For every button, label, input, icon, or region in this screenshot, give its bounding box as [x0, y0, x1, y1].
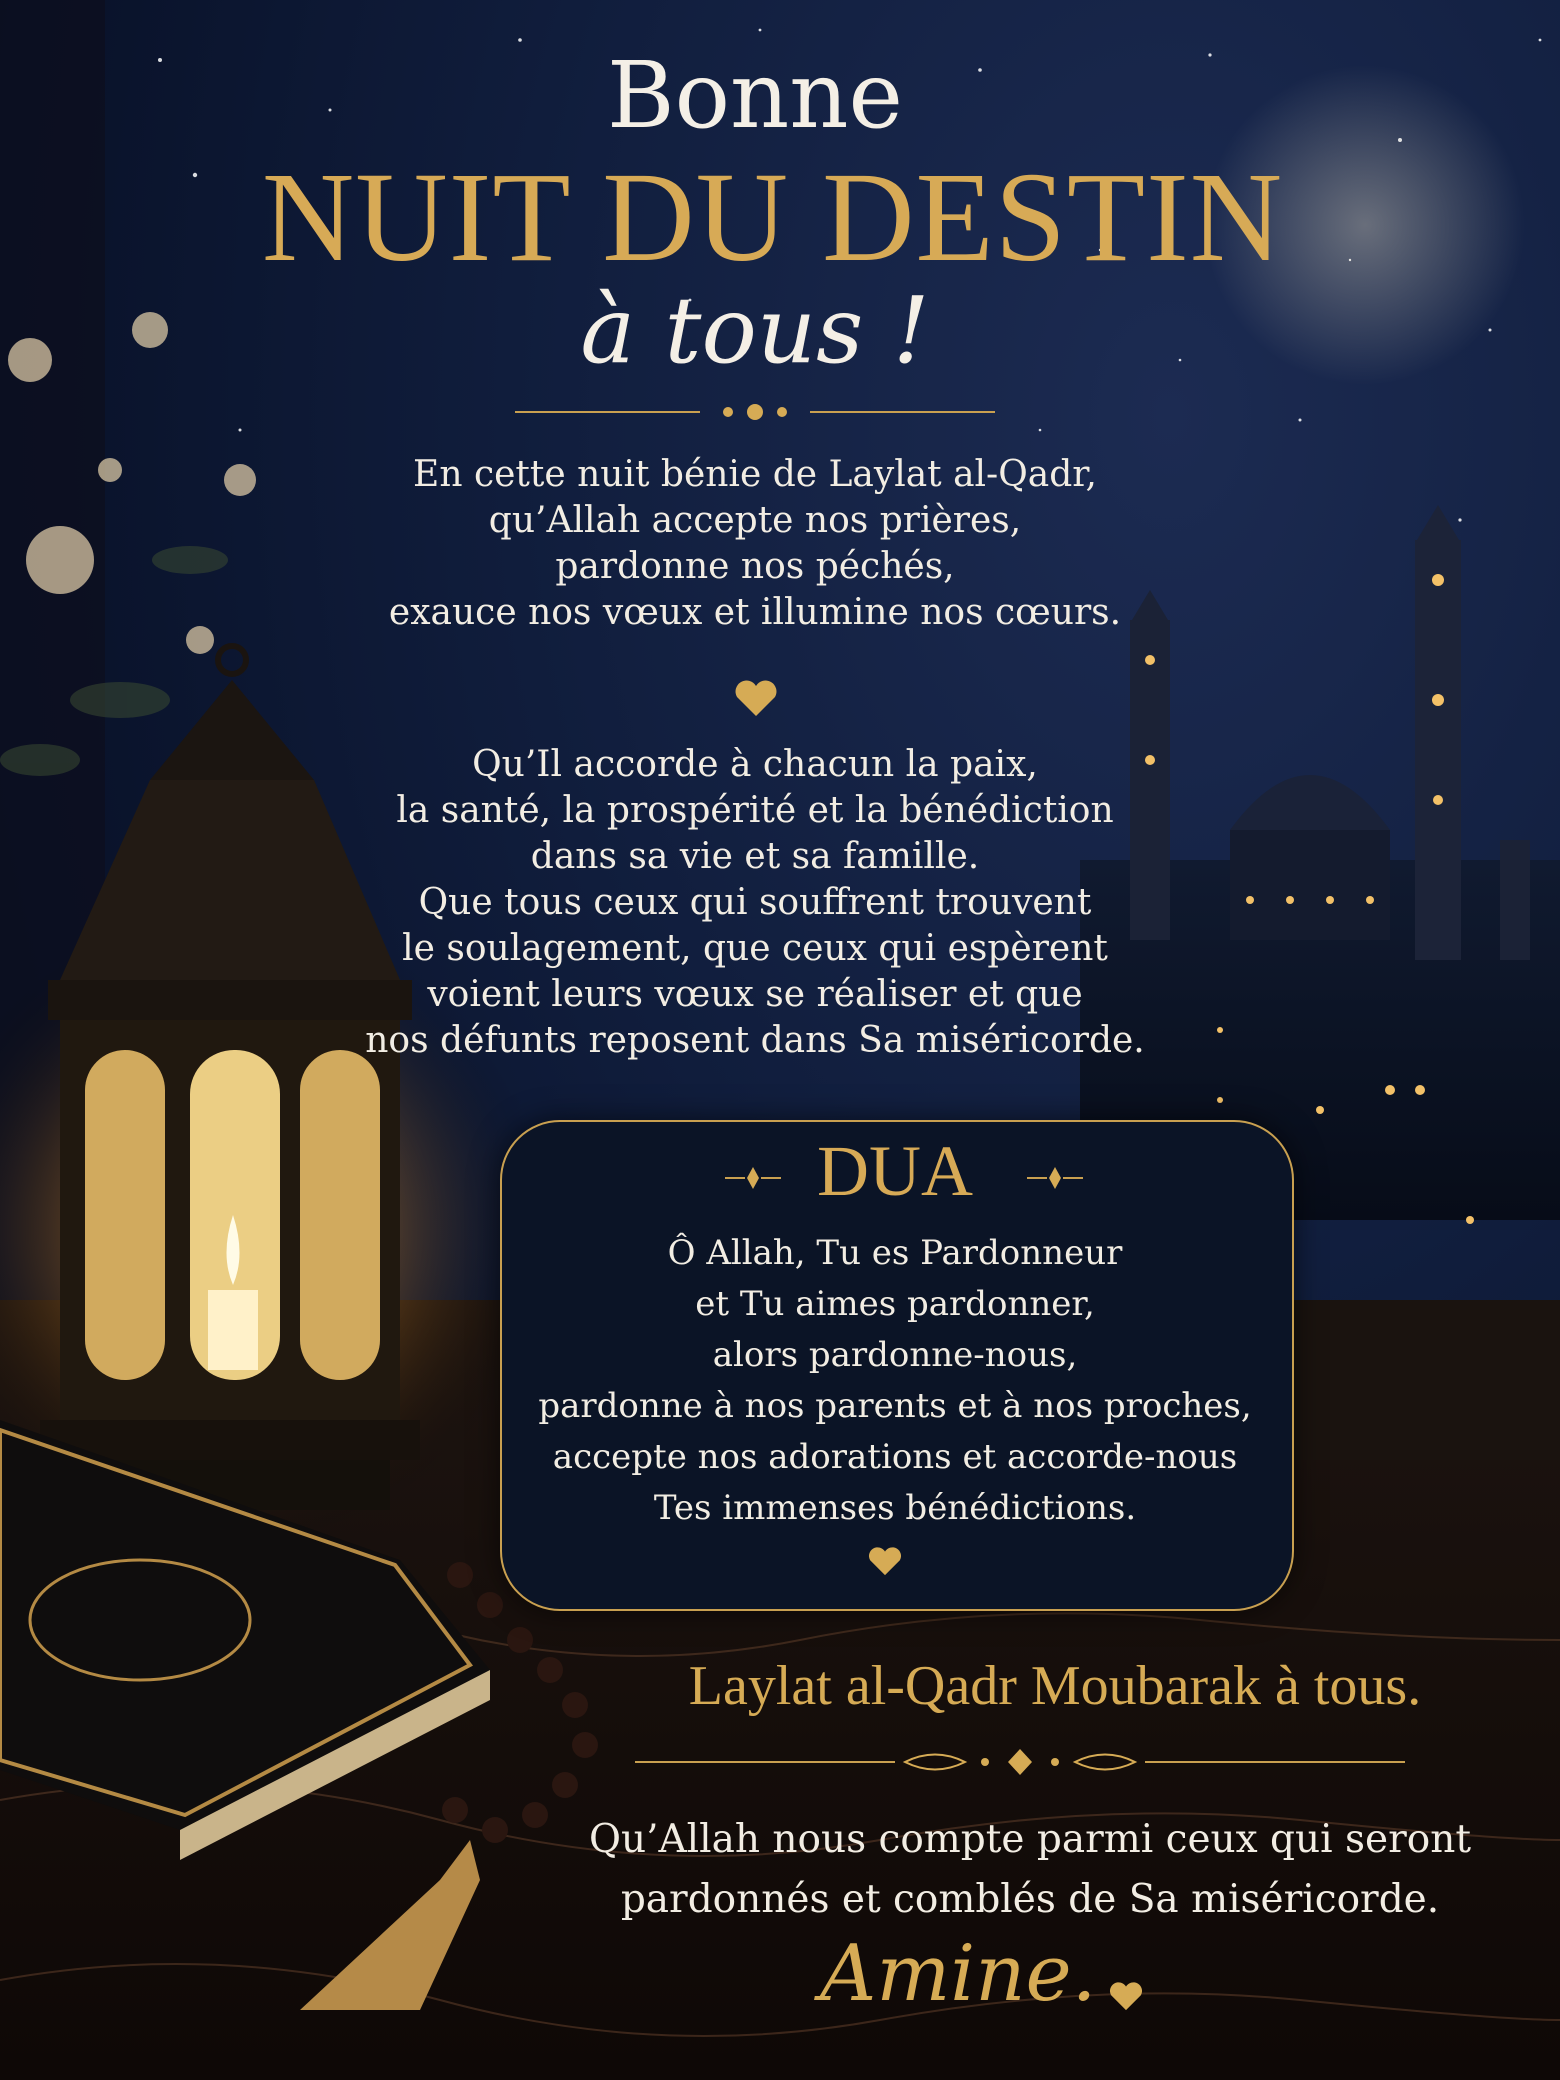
intro-line: qu’Allah accepte nos prières,	[488, 500, 1022, 541]
dua-title: DUA	[817, 1131, 973, 1211]
title-main: NUIT DU DESTIN	[261, 146, 1284, 288]
wishes-line: le soulagement, que ceux qui espèrent	[402, 928, 1108, 969]
ledge	[1290, 1300, 1560, 1460]
intro-line: pardonne nos péchés,	[555, 546, 955, 587]
wishes-line: voient leurs vœux se réaliser et que	[427, 974, 1083, 1015]
dua-line: Ô Allah, Tu es Pardonneur	[667, 1233, 1123, 1273]
intro-paragraph	[0, 452, 1510, 636]
wishes-line: dans sa vie et sa famille.	[530, 836, 980, 877]
wishes-line: Qu’Il accorde à chacun la paix,	[472, 744, 1038, 785]
final-line: pardonnés et comblés de Sa miséricorde.	[620, 1877, 1440, 1922]
intro-line: exauce nos vœux et illumine nos cœurs.	[388, 592, 1122, 633]
title-bonne: Bonne	[607, 42, 903, 149]
heart-icon	[867, 1545, 903, 1577]
wishes-paragraph	[0, 742, 1510, 1064]
wishes-line: Que tous ceux qui souffrent trouvent	[418, 882, 1092, 923]
dua-line: pardonne à nos parents et à nos proches,	[538, 1386, 1252, 1426]
wishes-line: la santé, la prospérité et la bénédiction	[396, 790, 1114, 831]
final-paragraph	[560, 1810, 1500, 1930]
final-line: Qu’Allah nous compte parmi ceux qui seront	[588, 1817, 1471, 1862]
flourish-divider	[635, 1747, 1405, 1777]
closing-greeting: Laylat al-Qadr Moubarak à tous.	[688, 1655, 1422, 1717]
dua-line: accepte nos adorations et accorde-nous	[552, 1437, 1238, 1477]
dua-line: alors pardonne-nous,	[712, 1335, 1078, 1375]
wishes-line: nos défunts reposent dans Sa miséricorde.	[365, 1020, 1145, 1061]
signature: Amine.	[820, 1929, 1097, 2019]
heart-icon	[1108, 1980, 1144, 2012]
heart-icon	[733, 678, 779, 718]
intro-line: En cette nuit bénie de Laylat al-Qadr,	[413, 454, 1097, 495]
ornament-divider	[510, 400, 1000, 424]
fleuron-icon	[1025, 1163, 1085, 1193]
dua-text	[500, 1228, 1290, 1534]
dua-line: et Tu aimes pardonner,	[695, 1284, 1095, 1324]
title-script: à tous !	[580, 277, 930, 384]
dua-line: Tes immenses bénédictions.	[653, 1488, 1137, 1528]
